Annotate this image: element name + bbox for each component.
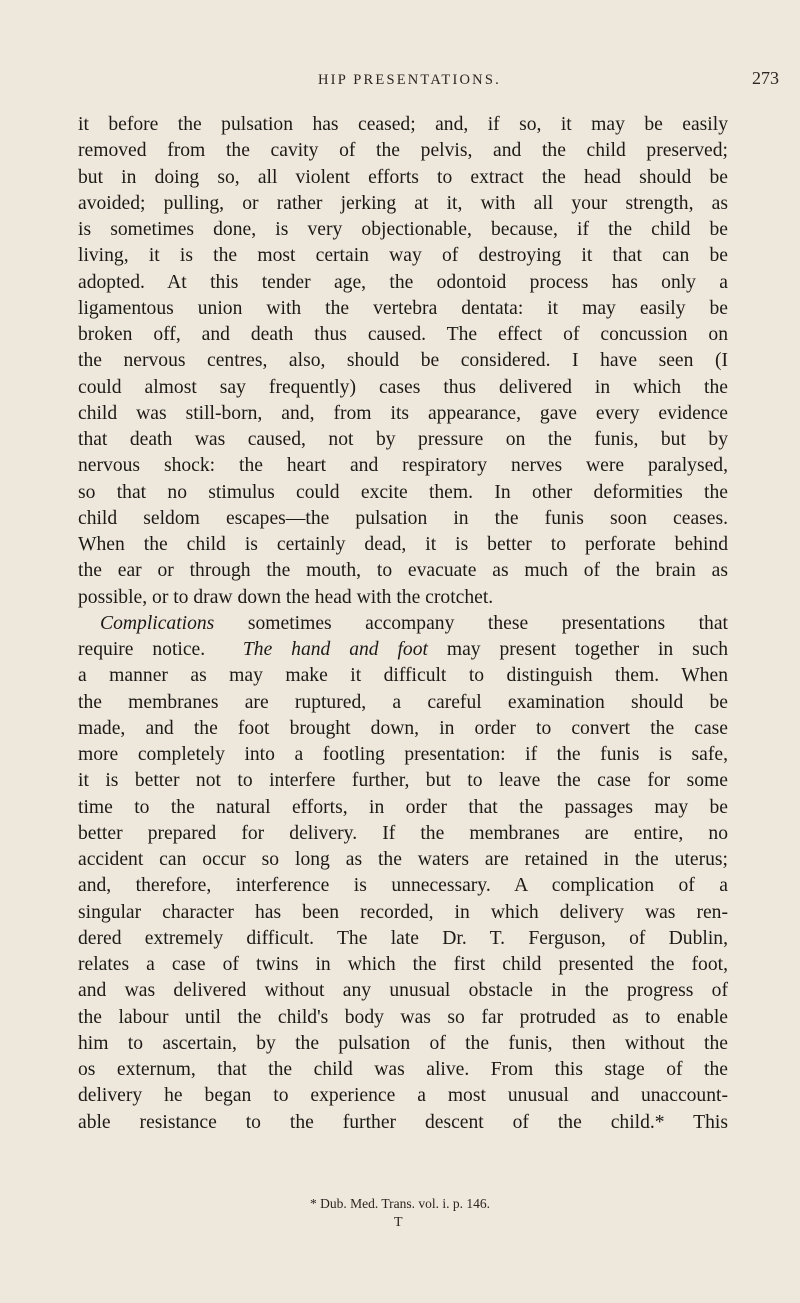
text-line: the nervous centres, also, should be considered. I have seen (I <box>78 350 728 372</box>
text-fragment: may present together in such <box>427 639 729 660</box>
text-line: a manner as may make it difficult to distinguish them. When <box>78 665 728 687</box>
text-line: him to ascertain, by the pulsation of the funis, then without the <box>78 1032 728 1054</box>
text-line: dered extremely difficult. The late Dr. T. Ferguson, of Dublin, <box>78 927 728 949</box>
running-head: HIP PRESENTATIONS. <box>318 72 501 88</box>
text-line: more completely into a footling presentation: if the funis is safe, <box>78 744 728 765</box>
text-line: possible, or to draw down the head with the crotchet. <box>78 586 494 608</box>
text-line: and, therefore, interference is unnecessary. A complication of a <box>78 875 728 897</box>
text-line: that death was caused, not by pressure on the funis, but by <box>78 429 728 450</box>
body-text <box>78 112 728 1136</box>
text-line: and was delivered without any unusual obstacle in the progress of <box>78 980 728 1002</box>
text-line: it is better not to interfere further, but to leave the case for some <box>78 770 728 792</box>
text-line: made, and the foot brought down, in order to convert the case <box>78 717 728 739</box>
text-line: singular character has been recorded, in which delivery was ren- <box>78 901 728 923</box>
text-line: broken off, and death thus caused. The effect of concussion on <box>78 324 728 345</box>
text-line: removed from the cavity of the pelvis, and the child preserved; <box>78 140 728 162</box>
text-fragment: require notice. <box>78 639 206 660</box>
text-line: os externum, that the child was alive. From this stage of the <box>78 1059 728 1080</box>
footnote: * Dub. Med. Trans. vol. i. p. 146. <box>310 1196 491 1211</box>
text-line: relates a case of twins in which the first child presented the foot, <box>78 954 728 975</box>
text-line <box>78 637 728 663</box>
text-line: the labour until the child's body was so far protruded as to enable <box>78 1006 728 1028</box>
text-line: avoided; pulling, or rather jerking at it, with all your strength, as <box>78 192 728 214</box>
italic-phrase: The hand and foot <box>242 639 428 660</box>
text-line: When the child is certainly dead, it is better to perforate behind <box>78 534 728 555</box>
italic-heading: Complications <box>100 612 215 634</box>
text-line <box>78 611 728 637</box>
text-line: is sometimes done, is very objectionable, because, if the child be <box>78 219 728 240</box>
text-line: adopted. At this tender age, the odontoid process has only a <box>78 271 728 293</box>
text-line: it before the pulsation has ceased; and, if so, it may be easily <box>78 114 728 135</box>
page-number: 273 <box>752 68 779 88</box>
text-line: the ear or through the mouth, to evacuate as much of the brain as <box>78 560 728 582</box>
text-line: child was still-born, and, from its appearance, gave every evidence <box>78 402 728 424</box>
text-line: better prepared for delivery. If the membranes are entire, no <box>78 822 728 844</box>
signature-mark: T <box>394 1215 403 1230</box>
text-line: time to the natural efforts, in order that the passages may be <box>78 796 728 818</box>
text-line: ligamentous union with the vertebra dentata: it may easily be <box>78 297 728 319</box>
text-fragment: sometimes accompany these presentations that <box>214 612 728 634</box>
text-line: could almost say frequently) cases thus delivered in which the <box>78 376 728 398</box>
text-line: but in doing so, all violent efforts to extract the head should be <box>78 166 728 188</box>
text-line: accident can occur so long as the waters are retained in the uterus; <box>78 849 728 870</box>
text-line: nervous shock: the heart and respiratory nerves were paralysed, <box>78 455 728 477</box>
text-line: living, it is the most certain way of destroying it that can be <box>78 245 728 267</box>
text-line: delivery he began to experience a most unusual and unaccount- <box>78 1085 728 1107</box>
text-line: the membranes are ruptured, a careful examination should be <box>78 691 728 713</box>
text-line: able resistance to the further descent of the child.* This <box>78 1111 728 1133</box>
text-line: so that no stimulus could excite them. In other deformities the <box>78 481 728 503</box>
text-line: child seldom escapes—the pulsation in the funis soon ceases. <box>78 507 728 529</box>
